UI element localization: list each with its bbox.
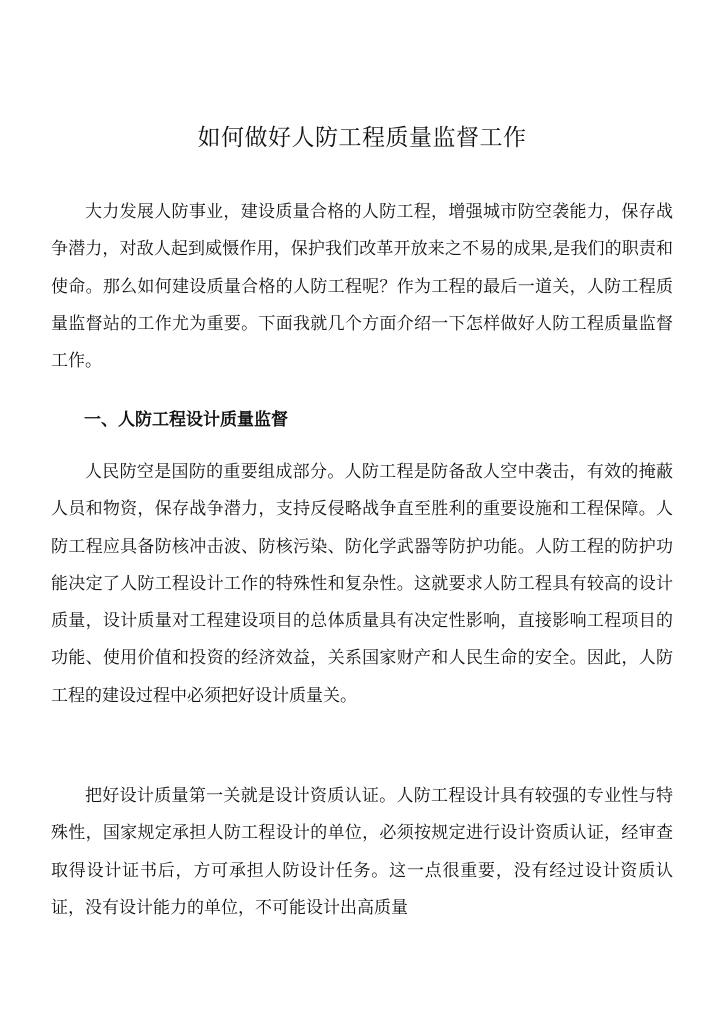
section1-paragraph-1: 人民防空是国防的重要组成部分。人防工程是防备敌人空中袭击，有效的掩蔽人员和物资，保存战争潜力，支持反侵略战争直至胜利的重要设施和工程保障。人防工程应具备防核冲击波、防核污染、防化学武器等防护功能。人防工程的防护功能决定了人防工程设计工作的特殊性和复杂性。这就要求人防工程具有较高的设计质量，设计质量对工程建设项目的总体质量具有决定性影响，直接影响工程项目的功能、使用价值和投资的经济效益，关系国家财产和人民生命的安全。因此，人防工程的建设过程中必须把好设计质量关。 [51, 462, 673, 706]
section-heading-design-quality: 一、人防工程设计质量监督 [84, 410, 288, 430]
document-title: 如何做好人防工程质量监督工作 [197, 125, 527, 151]
section1-paragraph-2: 把好设计质量第一关就是设计资质认证。人防工程设计具有较强的专业性与特殊性，国家规定承担人防工程设计的单位，必须按规定进行设计资质认证，经审查取得设计证书后，方可承担人防设计任务。这一点很重要，没有经过设计资质认证，没有设计能力的单位，不可能设计出高质量 [51, 786, 673, 918]
intro-paragraph: 大力发展人防事业，建设质量合格的人防工程，增强城市防空袭能力，保存战争潜力，对敌人起到威慑作用，保护我们改革开放来之不易的成果,是我们的职责和使命。那么如何建设质量合格的人防工程呢？作为工程的最后一道关，人防工程质量监督站的工作尤为重要。下面我就几个方面介绍一下怎样做好人防工程质量监督工作。 [51, 202, 673, 372]
